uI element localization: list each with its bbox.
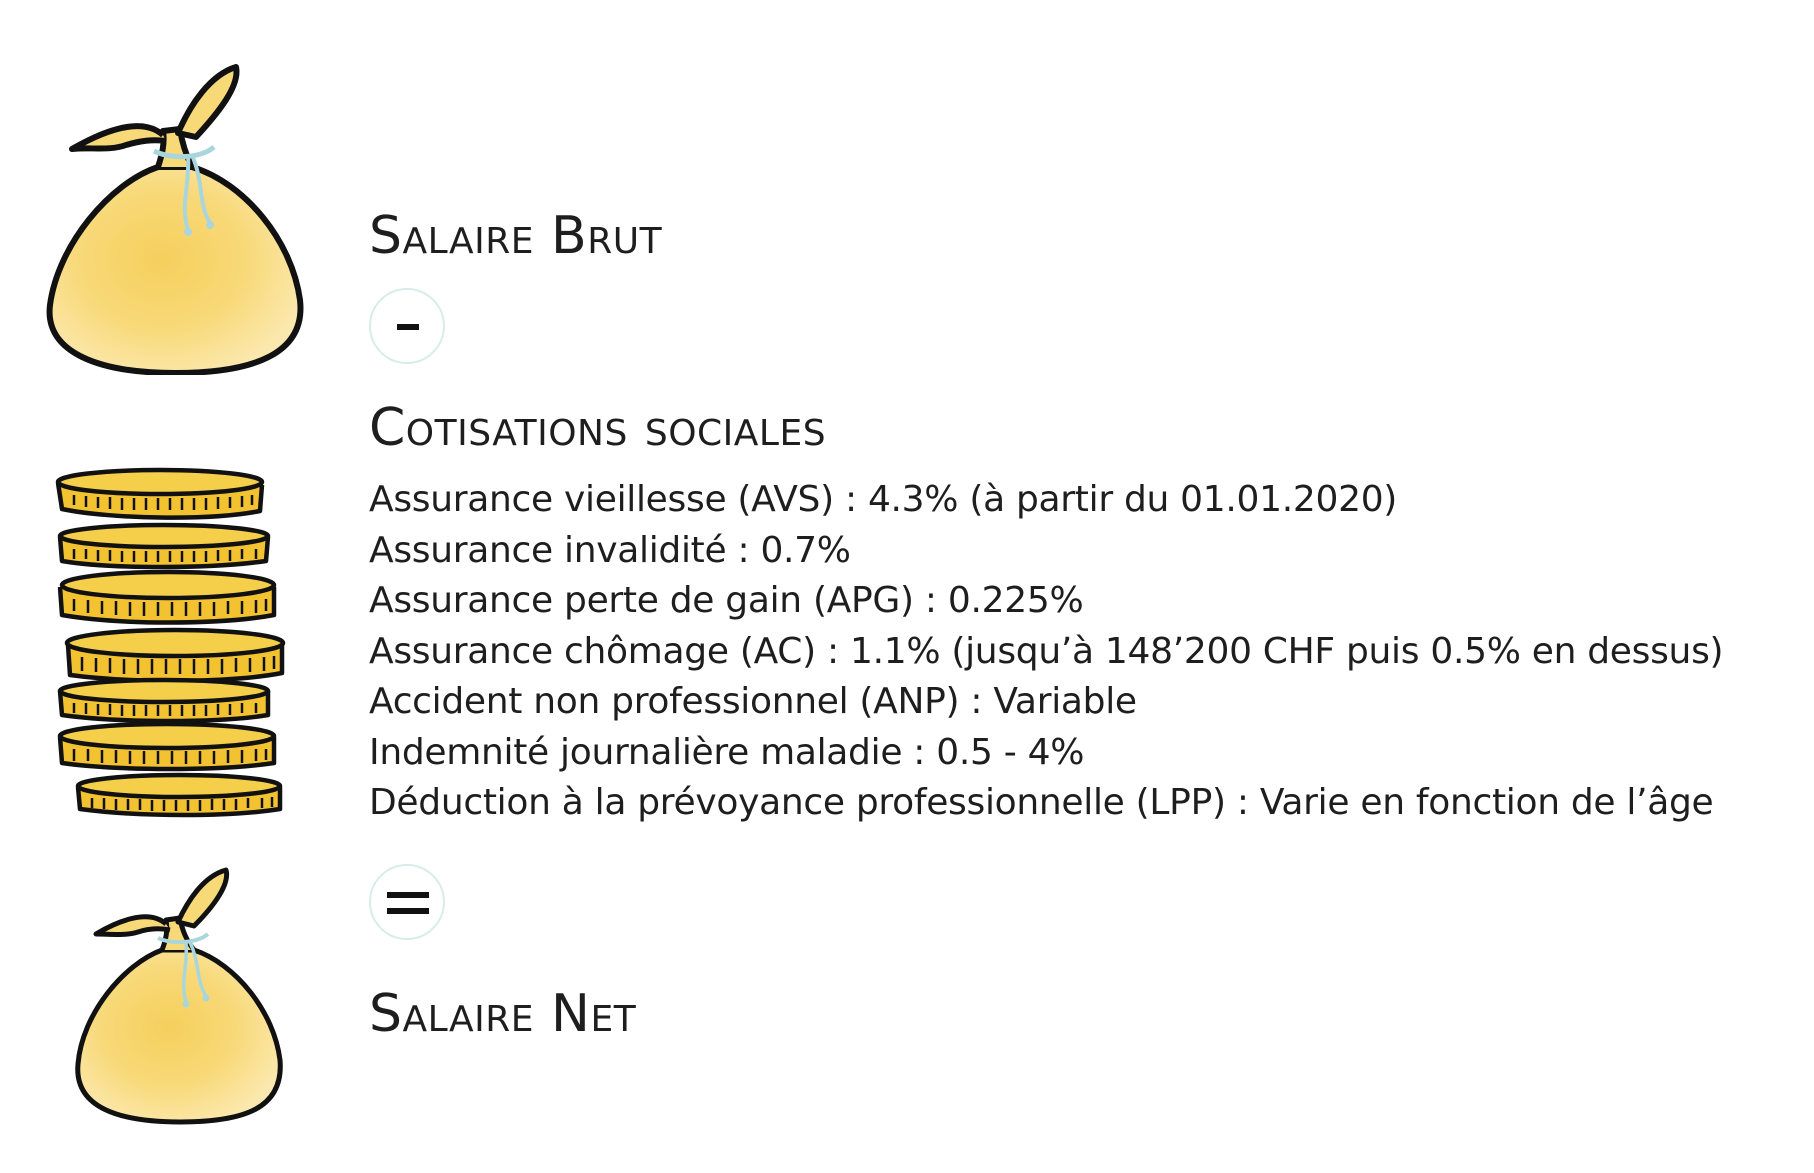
minus-sign	[397, 324, 419, 330]
net-salary-heading: Salaire Net	[369, 984, 637, 1044]
contribution-item-ai: Assurance invalidité : 0.7%	[369, 529, 851, 571]
social-contributions-heading: Cotisations sociales	[369, 398, 827, 458]
contribution-item-lpp: Déduction à la prévoyance professionnelle (LPP) : Varie en fonction de l’âge	[369, 782, 1714, 823]
minus-operator-badge	[369, 288, 445, 364]
gross-salary-heading: Salaire Brut	[369, 206, 663, 266]
contribution-item-avs: Assurance vieillesse (AVS) : 4.3% (à partir du 01.01.2020)	[369, 479, 1398, 520]
money-bag-icon	[40, 55, 310, 375]
equals-sign-bottom-bar	[387, 908, 429, 914]
contribution-item-ac: Assurance chômage (AC) : 1.1% (jusqu’à 148’200 CHF puis 0.5% en dessus)	[369, 630, 1724, 672]
equals-sign-top-bar	[387, 892, 429, 898]
coin-stack-icon	[50, 465, 295, 830]
contribution-item-anp: Accident non professionnel (ANP) : Variable	[369, 681, 1137, 722]
contribution-item-ijm: Indemnité journalière maladie : 0.5 - 4%	[369, 731, 1085, 773]
contributions-list	[369, 475, 1723, 829]
equals-operator-badge	[369, 864, 445, 940]
money-bag-icon	[70, 864, 290, 1126]
contribution-item-apg: Assurance perte de gain (APG) : 0.225%	[369, 580, 1084, 621]
